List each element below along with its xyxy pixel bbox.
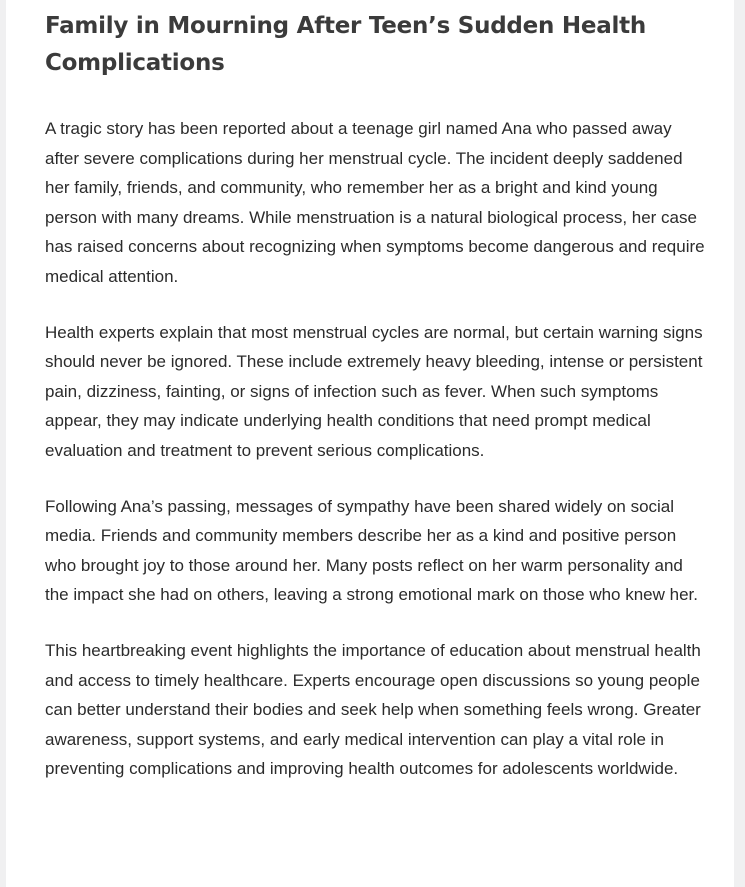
article-paragraph-3: Following Ana’s passing, messages of sympathy have been shared widely on social media. Friends and community members describe her as a kind and positive person who brought joy to those around her. Many posts reflect on her warm personality and the impact she had on others, leaving a strong emotional mark on those who knew her. [45,496,698,605]
article-paragraph-2: Health experts explain that most menstrual cycles are normal, but certain warning signs should never be ignored. These include extremely heavy bleeding, intense or persistent pain, dizziness, fainting, or signs of infection such as fever. When such symptoms appear, they may indicate underlying health conditions that need prompt medical evaluation and treatment to prevent serious complications. [45,322,703,460]
article-paragraph-1: A tragic story has been reported about a teenage girl named Ana who passed away after severe complications during her menstrual cycle. The incident deeply saddened her family, friends, and community, who remember her as a bright and kind young person with many dreams. While menstruation is a natural biological process, her case has raised concerns about recognizing when symptoms become dangerous and require medical attention. [45,119,705,286]
article-paragraph-4: This heartbreaking event highlights the importance of education about menstrual health and access to timely healthcare. Experts encourage open discussions so young people can better understand their bodies and seek help when something feels wrong. Greater awareness, support systems, and early medical intervention can play a vital role in preventing complications and improving health outcomes for adolescents worldwide. [45,640,701,779]
article-page [6,0,734,887]
article-title: Family in Mourning After Teen’s Sudden Health Complications [45,13,647,76]
article-body [45,8,705,784]
